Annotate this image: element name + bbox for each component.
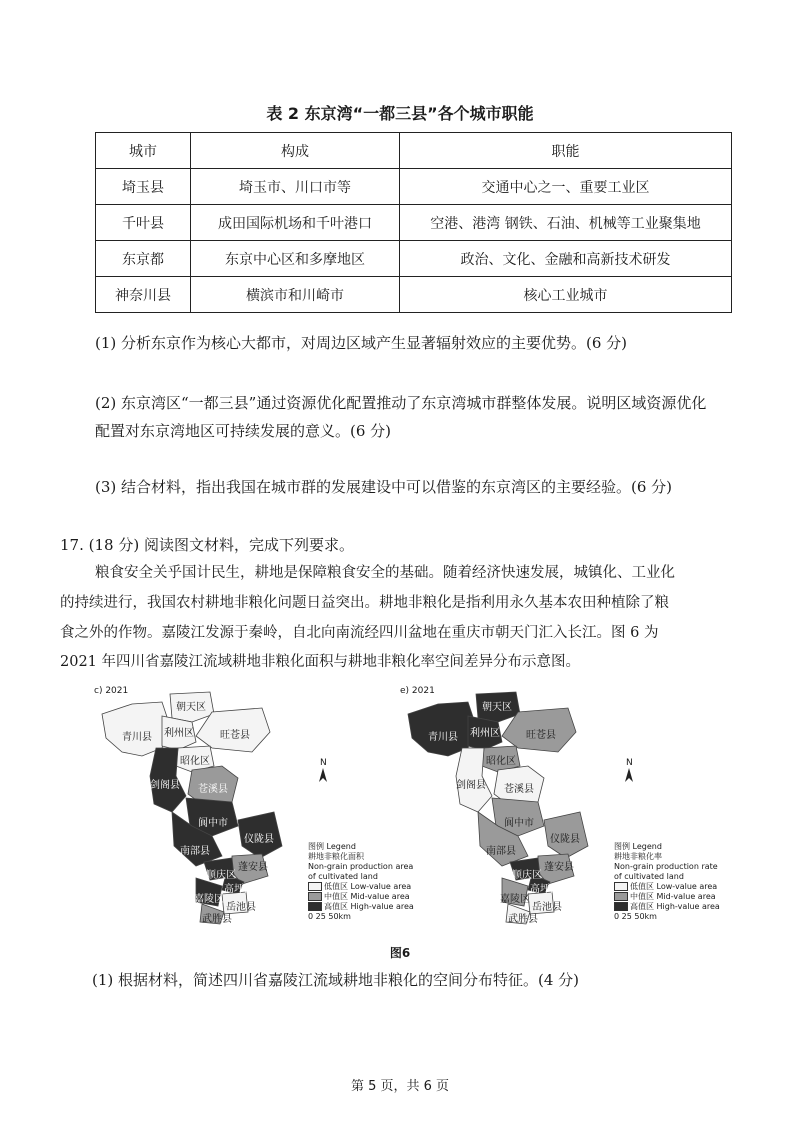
cell-composition: 横滨市和川崎市 [191, 277, 400, 313]
right-label-jialing: 嘉陵区 [500, 894, 530, 905]
right-label-pengan: 蓬安县 [544, 862, 574, 873]
table-title: 表 2 东京湾“一都三县”各个城市职能 [266, 104, 534, 123]
left-label-langzhong: 阆中市 [198, 818, 228, 829]
legend-title: 图例 Legend [308, 842, 356, 851]
cell-city: 埼玉县 [96, 169, 191, 205]
right-label-wusheng: 武胜县 [508, 914, 538, 925]
page-footer: 第 5 页，共 6 页 [350, 1079, 450, 1094]
question-16-3: (3) 结合材料，指出我国在城市群的发展建设中可以借鉴的东京湾区的主要经验。(6 分) [95, 478, 673, 496]
right-label-gaoping: 高坪区 [530, 884, 560, 895]
table-row [96, 241, 732, 277]
cell-function: 核心工业城市 [400, 277, 732, 313]
column-header-function: 职能 [400, 133, 732, 169]
left-label-shunqing: 顺庆区 [206, 870, 236, 881]
right-label-qingchuan: 青川县 [428, 732, 458, 743]
question-17-heading: 17. (18 分) 阅读图文材料，完成下列要求。 [60, 536, 354, 554]
left-label-wusheng: 武胜县 [202, 914, 232, 925]
column-header-city: 城市 [96, 133, 191, 169]
legend-subtitle: 耕地非粮化率 [614, 852, 662, 861]
scale-bar: 0 25 50km [308, 912, 351, 921]
left-label-yuechi: 岳池县 [226, 902, 256, 913]
q17-paragraph-line3: 食之外的作物。嘉陵江发源于秦岭，自北向南流经四川盆地在重庆市朝天门汇入长江。图 6 为 [60, 625, 659, 641]
legend-item-high: 高值区 High-value area [308, 902, 418, 912]
question-16-2-line2: 配置对东京湾地区可持续发展的意义。(6 分) [95, 422, 392, 440]
question-16-2-line1: (2) 东京湾区“一都三县”通过资源优化配置推动了东京湾城市群整体发展。说明区域资源优化 [95, 394, 707, 412]
legend-item-mid: 中值区 Mid-value area [308, 892, 418, 902]
left-map-figure [92, 686, 422, 926]
cell-function: 政治、文化、金融和高新技术研发 [400, 241, 732, 277]
left-label-chaotian: 朝天区 [176, 702, 206, 713]
left-label-lizhou: 利州区 [164, 728, 194, 739]
column-header-composition: 构成 [191, 133, 400, 169]
left-label-wangcang: 旺苍县 [220, 730, 250, 741]
right-label-yuechi: 岳池县 [532, 902, 562, 913]
right-label-shunqing: 顺庆区 [512, 870, 542, 881]
left-label-nanbu: 南部县 [180, 846, 210, 857]
legend-item-low: 低值区 Low-value area [614, 882, 724, 892]
q17-paragraph-line1: 粮食安全关乎国计民生，耕地是保障粮食安全的基础。随着经济快速发展，城镇化、工业化 [95, 565, 675, 581]
left-map-tag: c) 2021 [94, 686, 129, 696]
cell-composition: 埼玉市、川口市等 [191, 169, 400, 205]
right-north-arrow-icon [624, 768, 634, 784]
left-north-label: N [320, 758, 327, 768]
scale-bar: 0 25 50km [614, 912, 657, 921]
cell-function: 交通中心之一、重要工业区 [400, 169, 732, 205]
question-16-1: (1) 分析东京作为核心大都市，对周边区域产生显著辐射效应的主要优势。(6 分) [95, 334, 628, 352]
table-row [96, 169, 732, 205]
q17-paragraph-line2: 的持续进行，我国农村耕地非粮化问题日益突出。耕地非粮化是指利用永久基本农田种植除了粮 [60, 595, 669, 611]
right-map-tag: e) 2021 [400, 686, 435, 696]
figure-caption: 图6 [389, 946, 411, 960]
city-function-table [95, 132, 732, 313]
cell-city: 东京都 [96, 241, 191, 277]
left-label-yilong: 仪陇县 [244, 834, 274, 845]
legend-title: 图例 Legend [614, 842, 662, 851]
legend-subtitle-en2: of cultivated land [308, 872, 378, 881]
cell-function: 空港、港湾 钢铁、石油、机械等工业聚集地 [400, 205, 732, 241]
right-map-legend [614, 842, 724, 922]
legend-subtitle-en2: of cultivated land [614, 872, 684, 881]
legend-item-mid: 中值区 Mid-value area [614, 892, 724, 902]
left-label-pengan: 蓬安县 [238, 862, 268, 873]
legend-item-high: 高值区 High-value area [614, 902, 724, 912]
left-label-qingchuan: 青川县 [122, 732, 152, 743]
legend-subtitle: 耕地非粮化面积 [308, 852, 364, 861]
cell-city: 千叶县 [96, 205, 191, 241]
right-label-yilong: 仪陇县 [550, 834, 580, 845]
right-label-wangcang: 旺苍县 [526, 730, 556, 741]
left-north-arrow-icon [318, 768, 328, 784]
right-label-lizhou: 利州区 [470, 728, 500, 739]
question-17-1: (1) 根据材料，简述四川省嘉陵江流域耕地非粮化的空间分布特征。(4 分) [92, 971, 580, 989]
cell-composition: 东京中心区和多摩地区 [191, 241, 400, 277]
cell-composition: 成田国际机场和千叶港口 [191, 205, 400, 241]
left-label-cangxi: 苍溪县 [198, 784, 228, 795]
legend-subtitle-en: Non-grain production rate [614, 862, 718, 871]
legend-subtitle-en: Non-grain production area [308, 862, 414, 871]
left-label-zhaohua: 昭化区 [180, 756, 210, 767]
right-label-cangxi: 苍溪县 [504, 784, 534, 795]
right-label-nanbu: 南部县 [486, 846, 516, 857]
right-label-jiange: 剑阁县 [456, 780, 486, 791]
table-row [96, 277, 732, 313]
table-header-row [96, 133, 732, 169]
legend-item-low: 低值区 Low-value area [308, 882, 418, 892]
right-label-langzhong: 阆中市 [504, 818, 534, 829]
q17-paragraph-line4: 2021 年四川省嘉陵江流域耕地非粮化面积与耕地非粮化率空间差异分布示意图。 [60, 654, 581, 670]
cell-city: 神奈川县 [96, 277, 191, 313]
table-row [96, 205, 732, 241]
left-label-gaoping: 高坪区 [224, 884, 254, 895]
right-label-chaotian: 朝天区 [482, 702, 512, 713]
right-map-figure [398, 686, 728, 926]
right-north-label: N [626, 758, 633, 768]
left-label-jialing: 嘉陵区 [194, 894, 224, 905]
left-label-jiange: 剑阁县 [150, 780, 180, 791]
right-label-zhaohua: 昭化区 [486, 756, 516, 767]
